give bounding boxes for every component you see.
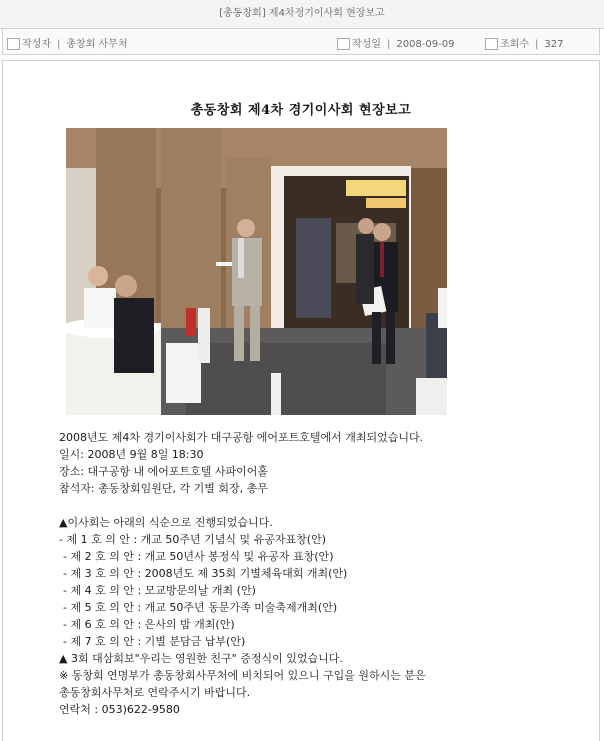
date-checkbox-icon xyxy=(337,38,350,50)
event-photo xyxy=(66,128,447,415)
agenda-item: - 제 4 호 의 안 : 모교방문의날 개최 (안) xyxy=(63,584,256,597)
agenda-item: - 제 5 호 의 안 : 개교 50주년 동문가족 미술축제개최(안) xyxy=(63,601,338,614)
views-label: 조회수 xyxy=(500,39,529,50)
post-meta-bar xyxy=(2,28,600,55)
body-line: 장소: 대구공항 내 에어포트호텔 사파이어홀 xyxy=(59,465,268,478)
note-line: ※ 동창회 연명부가 총동창회사무처에 비치되어 있으니 구입을 원하시는 분은 xyxy=(59,669,426,682)
agenda-item: - 제 6 호 의 안 : 은사의 밤 개최(안) xyxy=(63,618,235,631)
note-line: ▲ 3회 대삼회보"우리는 영원한 친구" 증정식이 있었습니다. xyxy=(59,652,343,665)
agenda-item: - 제 2 호 의 안 : 개교 50년사 봉정식 및 유공자 표창(안) xyxy=(63,550,334,563)
views-checkbox-icon xyxy=(485,38,498,50)
agenda-item: - 제 7 호 의 안 : 기별 분담금 납부(안) xyxy=(63,635,246,648)
date-value: 2008-09-09 xyxy=(396,39,455,50)
author-field xyxy=(7,35,128,50)
separator: | xyxy=(386,39,391,50)
post-title: 총동창회 제4차 경기이사회 현장보고 xyxy=(190,103,412,118)
views-field xyxy=(485,35,563,50)
author-checkbox-icon xyxy=(7,38,20,50)
contact-line: 연락처 : 053)622-9580 xyxy=(59,703,180,716)
author-value: 총창회 사무처 xyxy=(66,39,128,50)
date-label: 작성일 xyxy=(352,39,381,50)
agenda-intro: ▲이사회는 아래의 식순으로 진행되었습니다. xyxy=(59,516,273,529)
separator: | xyxy=(534,39,539,50)
agenda-item: - 제 1 호 의 안 : 개교 50주년 기념식 및 유공자표창(안) xyxy=(59,533,326,546)
body-line: 참석자: 총동창회임원단, 각 기별 회장, 총무 xyxy=(59,482,268,495)
author-label: 작성자 xyxy=(22,39,51,50)
note-line: 총동창회사무처로 연락주시기 바랍니다. xyxy=(59,686,251,699)
agenda-item: - 제 3 호 의 안 : 2008년도 제 35회 기별체육대회 개최(안) xyxy=(63,567,348,580)
window-title: [총동창회] 제4차정기이사회 현장보고 xyxy=(0,0,604,29)
separator: | xyxy=(56,39,61,50)
post-content xyxy=(2,60,600,741)
post-body xyxy=(59,429,579,718)
body-line: 일시: 2008년 9월 8일 18:30 xyxy=(59,448,204,461)
views-value: 327 xyxy=(544,39,564,50)
date-field xyxy=(337,35,454,50)
body-line: 2008년도 제4차 경기이사회가 대구공항 에어포트호텔에서 개최되었습니다. xyxy=(59,431,424,444)
